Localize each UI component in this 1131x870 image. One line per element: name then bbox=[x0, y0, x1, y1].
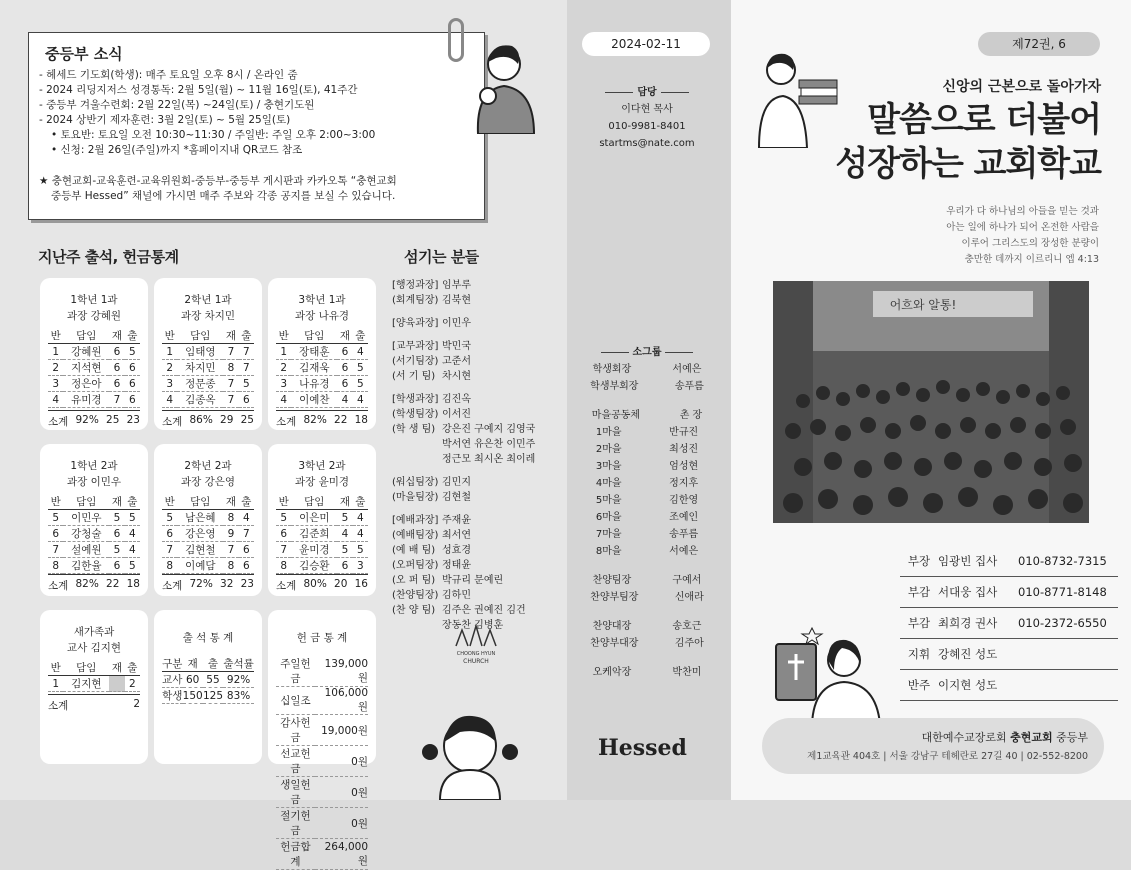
church-footer: 대한예수교장로회 충현교회 중등부 제1교육관 404호 | 서울 강남구 테헤란로 27길 40 | 02-552-8200 bbox=[762, 718, 1104, 774]
class-table: 반 담임 재 출 1 임태영 7 7 2 차지민 8 7 3 정문종 7 5 4 김종옥 7 6 bbox=[162, 328, 254, 408]
list-item: 학생부회장 송푸름 bbox=[590, 381, 704, 392]
server-row: (서 기 팀) 차시현 bbox=[392, 371, 471, 382]
notice-line: - 2024 리딩지저스 성경통독: 2월 5일(월) ~ 11월 16일(토), 41주간 bbox=[39, 84, 358, 96]
table-row: 2 김재욱 6 5 bbox=[276, 360, 368, 376]
attendance-stats-table: 구분 재 출 출석률 교사 60 55 92% 학생 150 125 83% bbox=[162, 658, 254, 702]
table-row: 8 이예담 8 6 bbox=[162, 558, 254, 574]
table-row: 1 임태영 7 7 bbox=[162, 344, 254, 360]
table-row: 헌금합계 264,000원 bbox=[276, 839, 368, 870]
servers-title: 섬기는 분들 bbox=[404, 248, 479, 266]
table-row: 2 차지민 8 7 bbox=[162, 360, 254, 376]
class-card bbox=[40, 278, 148, 430]
list-item: 학생회장 서예은 bbox=[592, 364, 702, 375]
table-row: 7 윤미경 5 5 bbox=[276, 542, 368, 558]
class-name: 1학년 2과 bbox=[70, 460, 118, 472]
svg-text:CHURCH: CHURCH bbox=[463, 658, 489, 665]
class-sum: 소계 82% 22 18 bbox=[48, 574, 140, 593]
date-badge: 2024-02-11 bbox=[582, 32, 710, 56]
class-sum: 소계 2 bbox=[48, 694, 140, 713]
lead-pastor-block bbox=[572, 84, 722, 152]
class-table: 반 담임 재 출 5 남은혜 8 4 6 강은영 9 7 7 김현철 7 6 8 이예담 8 6 bbox=[162, 494, 254, 574]
class-leader: 과장 강혜원 bbox=[66, 310, 122, 322]
table-row: 3 정문종 7 5 bbox=[162, 376, 254, 392]
table-row: 3 정은아 6 6 bbox=[48, 376, 140, 392]
notice-subline: • 토요반: 토요일 오전 10:30~11:30 / 주일반: 주일 오후 2:00~3:00 bbox=[51, 129, 376, 141]
class-table: 반 담임 재 출 5 이민우 5 5 6 강청술 6 4 7 설예원 5 4 8 김한율 6 5 bbox=[48, 494, 140, 574]
notice-star-line: 중등부 Hessed” 채널에 가시면 매주 주보와 각종 공지를 보실 수 있습니다. bbox=[51, 190, 396, 202]
server-row: (찬 양 팀) 김주은 권예진 김건 bbox=[392, 605, 526, 616]
server-row: (마을팀장) 김현철 bbox=[392, 492, 471, 503]
lead-title: 담당 bbox=[637, 87, 657, 98]
class-sum: 소계 80% 20 16 bbox=[276, 574, 368, 593]
table-row: 2 지석현 6 6 bbox=[48, 360, 140, 376]
list-item: 3마을 엄성현 bbox=[595, 461, 699, 472]
notice-box bbox=[28, 32, 485, 220]
server-row: [행정과장] 임부루 bbox=[392, 280, 471, 291]
small-group-title: 소그룹 bbox=[632, 347, 662, 358]
table-row: 1 강혜원 6 5 bbox=[48, 344, 140, 360]
table-row: 4 이예찬 4 4 bbox=[276, 392, 368, 408]
class-card bbox=[268, 444, 376, 596]
list-item: 반주 이지현 성도 bbox=[900, 670, 1118, 701]
class-name: 2학년 1과 bbox=[184, 294, 232, 306]
list-item: 4마을 정지후 bbox=[595, 478, 699, 489]
attendance-title: 지난주 출석, 헌금통계 bbox=[38, 248, 179, 266]
list-item: 부감 최희경 권사 010-2372-6550 bbox=[900, 608, 1118, 639]
offering-stats-title: 헌 금 통 계 bbox=[296, 632, 348, 644]
server-row: (서기팀장) 고준서 bbox=[392, 356, 471, 367]
table-row: 8 김승환 6 3 bbox=[276, 558, 368, 574]
list-item: 부장 임광빈 집사 010-8732-7315 bbox=[900, 546, 1118, 577]
hessed-logo: Hessed bbox=[598, 735, 687, 761]
class-sum: 소계 86% 29 25 bbox=[162, 410, 254, 429]
list-item: 부감 서대웅 집사 010-8771-8148 bbox=[900, 577, 1118, 608]
list-item: 지휘 강혜진 성도 bbox=[900, 639, 1118, 670]
class-leader: 과장 차지민 bbox=[180, 310, 236, 322]
server-row: (오퍼팀장) 정태윤 bbox=[392, 560, 471, 571]
class-card bbox=[154, 278, 262, 430]
notice-title: 중등부 소식 bbox=[45, 45, 123, 63]
bible-verse: 우리가 다 하나님의 아들을 믿는 것과 아는 일에 하나가 되어 온전한 사람을 이루어 그리스도의 장성한 분량이 충만한 데까지 이르리니 엡 4:13 bbox=[946, 206, 1099, 265]
list-item: 1마을 반규진 bbox=[595, 427, 699, 438]
class-leader: 교사 김지현 bbox=[66, 642, 122, 654]
girl-illustration bbox=[410, 700, 530, 800]
class-table: 반 담임 재 출 1 장태훈 6 4 2 김재욱 6 5 3 나유경 6 5 4 이예찬 4 4 bbox=[276, 328, 368, 408]
class-name: 1학년 1과 bbox=[70, 294, 118, 306]
thinking-person-icon bbox=[462, 34, 542, 134]
table-row: 5 남은혜 8 4 bbox=[162, 510, 254, 526]
list-item: 찬양부팀장 신애라 bbox=[590, 592, 704, 603]
table-row: 7 김현철 7 6 bbox=[162, 542, 254, 558]
list-item: 찬양부대장 김주아 bbox=[590, 638, 704, 649]
svg-text:CHOONG HYUN: CHOONG HYUN bbox=[456, 651, 496, 657]
reading-bible-illustration bbox=[752, 614, 892, 724]
server-row: (회계팀장) 김북현 bbox=[392, 295, 471, 306]
attendance-stats-card bbox=[154, 610, 262, 764]
class-leader: 과장 나유경 bbox=[294, 310, 350, 322]
server-row: (예배팀장) 최서연 bbox=[392, 530, 471, 541]
offering-stats-table bbox=[276, 656, 368, 870]
table-row: 감사헌금 19,000원 bbox=[276, 715, 368, 746]
table-row: 생일헌금 0원 bbox=[276, 777, 368, 808]
class-sum: 소계 92% 25 23 bbox=[48, 410, 140, 429]
list-item: 오케악장 박찬미 bbox=[592, 667, 702, 678]
class-sum: 소계 82% 22 18 bbox=[276, 410, 368, 429]
offering-stats-card bbox=[268, 610, 376, 868]
class-name: 3학년 1과 bbox=[298, 294, 346, 306]
server-row: (학생팀장) 이서진 bbox=[392, 409, 471, 420]
table-row: 십일조 106,000원 bbox=[276, 687, 368, 715]
class-leader: 과장 이민우 bbox=[66, 476, 122, 488]
class-sum: 소계 72% 32 23 bbox=[162, 574, 254, 593]
list-item: 8마을 서예은 bbox=[595, 546, 699, 557]
server-row: (예 배 팀) 성효경 bbox=[392, 545, 471, 556]
servers-list bbox=[392, 278, 562, 633]
class-card bbox=[40, 610, 148, 764]
teacher-books-illustration bbox=[755, 48, 840, 148]
class-table: 반 담임 재 출 5 이은미 5 4 6 김준희 4 4 7 윤미경 5 5 8 김승환 6 3 bbox=[276, 494, 368, 574]
class-card bbox=[154, 444, 262, 596]
list-item: 5마을 김한영 bbox=[595, 495, 699, 506]
notice-line: - 헤세드 기도회(학생): 매주 토요일 오후 8시 / 온라인 줌 bbox=[39, 69, 298, 81]
list-item: 6마을 조예인 bbox=[595, 512, 699, 523]
table-row: 교사 60 55 92% bbox=[162, 672, 254, 688]
server-row: 장동찬 김병훈 bbox=[442, 620, 504, 631]
small-group-block bbox=[572, 344, 722, 681]
notice-star-line: ★ 충현교회-교육훈련-교육위원회-중등부-중등부 게시판과 카카오톡 “충현교회 bbox=[39, 175, 397, 187]
table-row: 4 김종옥 7 6 bbox=[162, 392, 254, 408]
server-row: 정근모 최시온 최이레 bbox=[442, 454, 536, 465]
server-row: [학생과장] 김진옥 bbox=[392, 394, 471, 405]
lead-name: 이다현 목사 bbox=[621, 104, 673, 115]
table-row: 7 설예원 5 4 bbox=[48, 542, 140, 558]
list-item: 2마을 최성진 bbox=[595, 444, 699, 455]
table-row: 6 강청술 6 4 bbox=[48, 526, 140, 542]
table-row: 4 유미경 7 6 bbox=[48, 392, 140, 408]
table-row: 1 장태훈 6 4 bbox=[276, 344, 368, 360]
subtitle: 신앙의 근본으로 돌아가자 bbox=[942, 79, 1101, 95]
church-address: 제1교육관 404호 | 서울 강남구 테헤란로 27길 40 | 02-552-8200 bbox=[807, 751, 1088, 762]
table-row: 6 강은영 9 7 bbox=[162, 526, 254, 542]
banner-text: 어흐와 알통! bbox=[889, 298, 957, 312]
group-photo bbox=[773, 281, 1089, 523]
class-table: 반 담임 재 출 1 강혜원 6 5 2 지석현 6 6 3 정은아 6 6 4 유미경 7 6 bbox=[48, 328, 140, 408]
notice-subline: • 신청: 2월 26일(주일)까지 *홈페이지내 QR코드 참조 bbox=[51, 144, 303, 156]
table-row: 3 나유경 6 5 bbox=[276, 376, 368, 392]
table-row: 주일헌금 139,000원 bbox=[276, 656, 368, 687]
volume-badge: 제72권, 6 bbox=[978, 32, 1100, 56]
class-name: 2학년 2과 bbox=[184, 460, 232, 472]
table-row: 5 이은미 5 4 bbox=[276, 510, 368, 526]
lead-email: startms@nate.com bbox=[599, 138, 695, 149]
server-row: 박서연 유은찬 이민주 bbox=[442, 439, 536, 450]
server-row: (워십팀장) 김민지 bbox=[392, 477, 471, 488]
server-row: (찬양팀장) 김하민 bbox=[392, 590, 471, 601]
server-row: (오 퍼 팀) 박규리 문예린 bbox=[392, 575, 504, 586]
list-item: 마을공동체 촌 장 bbox=[591, 410, 703, 421]
staff-list bbox=[900, 546, 1118, 701]
lead-phone: 010-9981-8401 bbox=[608, 121, 686, 132]
table-row: 절기헌금 0원 bbox=[276, 808, 368, 839]
class-leader: 과장 윤미경 bbox=[294, 476, 350, 488]
table-row: 6 김준희 4 4 bbox=[276, 526, 368, 542]
table-row: 5 이민우 5 5 bbox=[48, 510, 140, 526]
class-card bbox=[268, 278, 376, 430]
list-item: 찬양팀장 구예서 bbox=[592, 575, 702, 586]
notice-line: - 중등부 겨울수련회: 2월 22일(목) ~24일(토) / 충현기도원 bbox=[39, 99, 315, 111]
server-row: [예배과장] 주재윤 bbox=[392, 515, 471, 526]
server-row: [교무과장] 박민국 bbox=[392, 341, 471, 352]
class-leader: 과장 강은영 bbox=[180, 476, 236, 488]
notice-line: - 2024 상반기 제자훈련: 3월 2일(토) ~ 5월 25일(토) bbox=[39, 114, 291, 126]
class-name: 새가족과 bbox=[73, 626, 115, 638]
church-logo bbox=[448, 622, 504, 666]
class-name: 3학년 2과 bbox=[298, 460, 346, 472]
table-row: 선교헌금 0원 bbox=[276, 746, 368, 777]
server-row: [양육과장] 이민우 bbox=[392, 318, 471, 329]
table-row: 학생 150 125 83% bbox=[162, 688, 254, 704]
table-row: 8 김한율 6 5 bbox=[48, 558, 140, 574]
class-table: 반 담임 재 출 1 김지현 2 bbox=[48, 660, 140, 692]
server-row: (학 생 팀) 강은진 구예지 김영국 bbox=[392, 424, 536, 435]
list-item: 찬양대장 송호근 bbox=[592, 621, 702, 632]
list-item: 7마을 송푸름 bbox=[595, 529, 699, 540]
table-row: 1 김지현 2 bbox=[48, 676, 140, 692]
main-title: 말씀으로 더불어 성장하는 교회학교 bbox=[835, 100, 1101, 184]
attendance-stats-title: 출 석 통 계 bbox=[182, 632, 234, 644]
class-card bbox=[40, 444, 148, 596]
